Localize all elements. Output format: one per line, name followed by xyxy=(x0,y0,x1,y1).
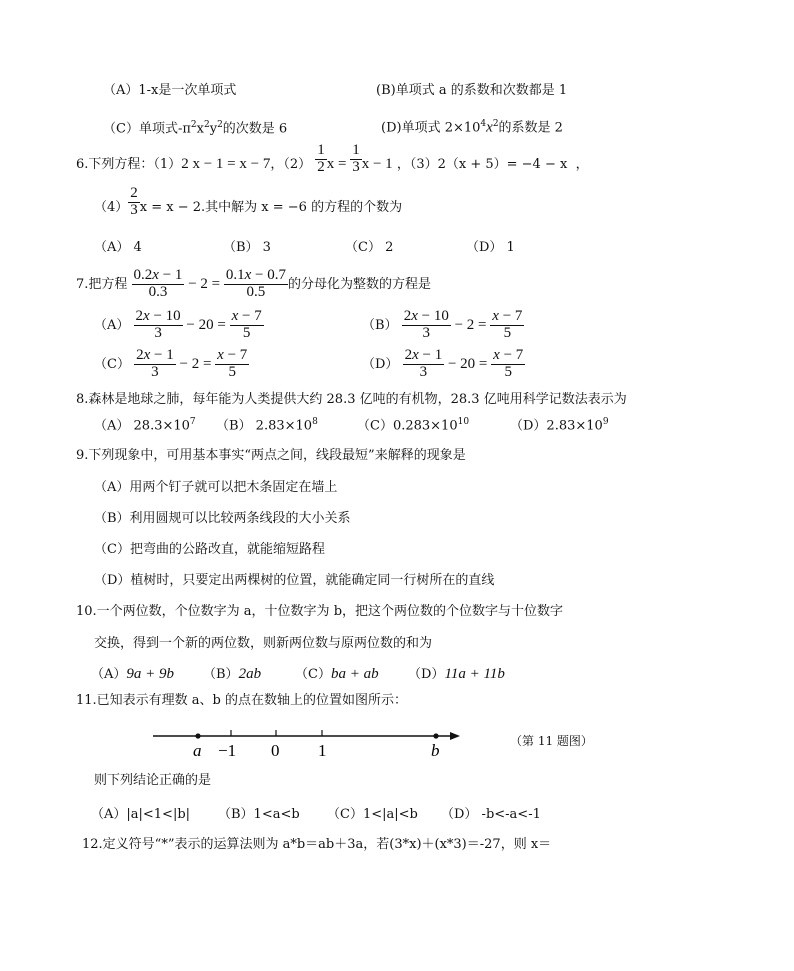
q9-stem: 9.下列现象中，可用基本事实“两点之间，线段最短”来解释的现象是 xyxy=(76,448,466,463)
q6-choice-d: （D） 1 xyxy=(466,240,515,255)
q12-stem: 12.定义符号“*”表示的运算法则为 a*b＝ab＋3a，若(3*x)＋(x*3)＝-27，则 x＝ xyxy=(82,837,552,852)
label-b: b xyxy=(431,741,440,760)
point-b-dot xyxy=(433,733,438,738)
q8-choice-b: （B） $2.83\times 10^8$ xyxy=(216,417,318,434)
q7-option-b: （B） $\frac{2x - 10}{3}$ − 2 = $\frac{x - 7}{5}$ xyxy=(362,308,523,341)
q11-caption: （第 11 题图） xyxy=(510,734,593,748)
q11-choice-c: （C）1<|a|<b xyxy=(327,807,418,822)
q9-option-d: （D）植树时，只要定出两棵树的位置，就能确定同一行树所在的直线 xyxy=(94,573,495,588)
q10-choice-b: （B）2ab xyxy=(203,666,262,682)
number-line-arrow xyxy=(450,732,460,740)
q10-choice-a: （A）9a + 9b xyxy=(91,666,175,682)
q5-option-a: （A）1-x是一次单项式 xyxy=(103,83,237,98)
q5-option-c: （C）单项式$-\pi^2x^2y^2$的次数是 6 xyxy=(103,120,288,137)
q11-choice-a: （A）|a|<1<|b| xyxy=(91,807,191,822)
point-a-dot xyxy=(195,733,200,738)
label-a: a xyxy=(193,741,202,760)
q8-stem: 8.森林是地球之肺，每年能为人类提供大约 28.3 亿吨的有机物，28.3 亿吨用科学记数法表示为 xyxy=(76,392,627,407)
q9-option-a: （A）用两个钉子就可以把木条固定在墙上 xyxy=(94,480,338,495)
q11-choice-b: （B）1<a<b xyxy=(218,807,300,822)
q10-stem-line2: 交换，得到一个新的两位数，则新两位数与原两位数的和为 xyxy=(94,636,433,651)
q6-choice-a: （A） 4 xyxy=(94,240,142,255)
q6-choice-b: （B） 3 xyxy=(223,240,271,255)
q6-choice-c: （C） 2 xyxy=(345,240,394,255)
q7-option-c: （C） $\frac{2x - 1}{3}$ − 2 = $\frac{x - 7}{5}$ xyxy=(94,347,248,380)
q6-stem: 6.下列方程：（1）2 x − 1 = x − 7，（2） $\frac{1}{2}$ x = $\frac{1}{3}$ x − 1 ，（3）2（x + 5）= −4 − x ， xyxy=(76,142,589,175)
q10-choice-d: （D）11a + 11b xyxy=(408,666,505,682)
q5-option-b: (B)单项式 a 的系数和次数都是 1 xyxy=(376,83,568,98)
q10-choice-c: （C）ba + ab xyxy=(295,666,379,682)
q8-choice-a: （A） $28.3\times 10^7$ xyxy=(94,417,196,434)
q8-choice-c: $(C)0.283\times 10^{10}$ xyxy=(357,417,470,434)
q6-stem-line2: （4） $\frac{2}{3}$ x = x − 2.其中解为 x = −6 的方程的个数为 xyxy=(94,185,403,218)
q10-stem-line1: 10.一个两位数，个位数字为 a，十位数字为 b，把这个两位数的个位数字与十位数字 xyxy=(76,604,564,619)
label-minus-one: −1 xyxy=(218,741,237,760)
q7-stem: 7.把方程 $\frac{0.2x - 1}{0.3}$ − 2 = $\frac{0.1x - 0.7}{0.5}$ 的分母化为整数的方程是 xyxy=(76,267,432,300)
q7-option-a: （A） $\frac{2x - 10}{3}$ − 20 = $\frac{x - 7}{5}$ xyxy=(94,308,262,341)
q9-option-b: （B）利用圆规可以比较两条线段的大小关系 xyxy=(94,511,351,526)
label-zero: 0 xyxy=(271,741,280,760)
q8-choice-d: $(D)2.83\times 10^9$ xyxy=(510,417,609,434)
label-one: 1 xyxy=(318,741,327,760)
q7-option-d: （D） $\frac{2x - 1}{3}$ − 20 = $\frac{x - 7}{5}$ xyxy=(362,347,524,380)
q5-option-d: (D)单项式 $2\times 10^4x^2$的系数是 2 xyxy=(381,119,563,136)
q11-stem: 11.已知表示有理数 a、b 的点在数轴上的位置如图所示： xyxy=(76,693,408,708)
q11-choice-d: （D） -b<-a<-1 xyxy=(441,807,541,822)
q9-option-c: （C）把弯曲的公路改直，就能缩短路程 xyxy=(94,542,325,557)
q11-ask: 则下列结论正确的是 xyxy=(94,773,212,788)
